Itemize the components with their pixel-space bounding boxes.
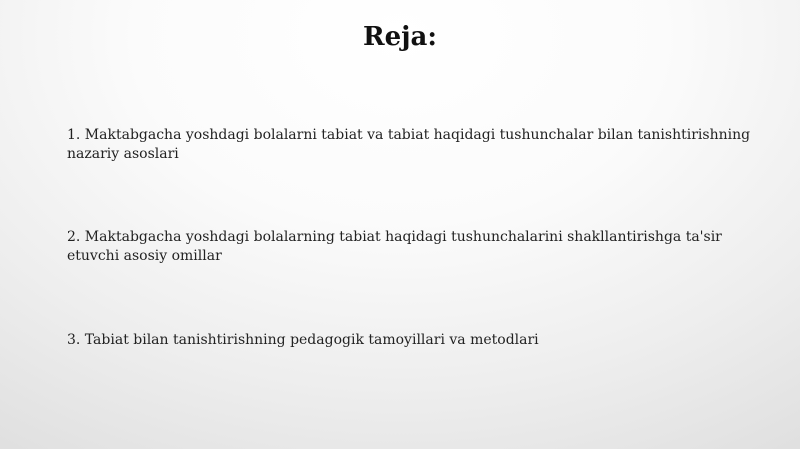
slide-title: Reja: — [362, 22, 437, 52]
plan-item-1: 1. Maktabgacha yoshdagi bolalarni tabiat va tabiat haqidagi tushunchalar bilan tanishtirishning nazariy asoslari — [67, 127, 751, 162]
plan-item-3: 3. Tabiat bilan tanishtirishning pedagogik tamoyillari va metodlari — [67, 332, 539, 348]
plan-item-2: 2. Maktabgacha yoshdagi bolalarning tabiat haqidagi tushunchalarini shakllantirishga ta'sir etuvchi asosiy omillar — [67, 229, 722, 264]
